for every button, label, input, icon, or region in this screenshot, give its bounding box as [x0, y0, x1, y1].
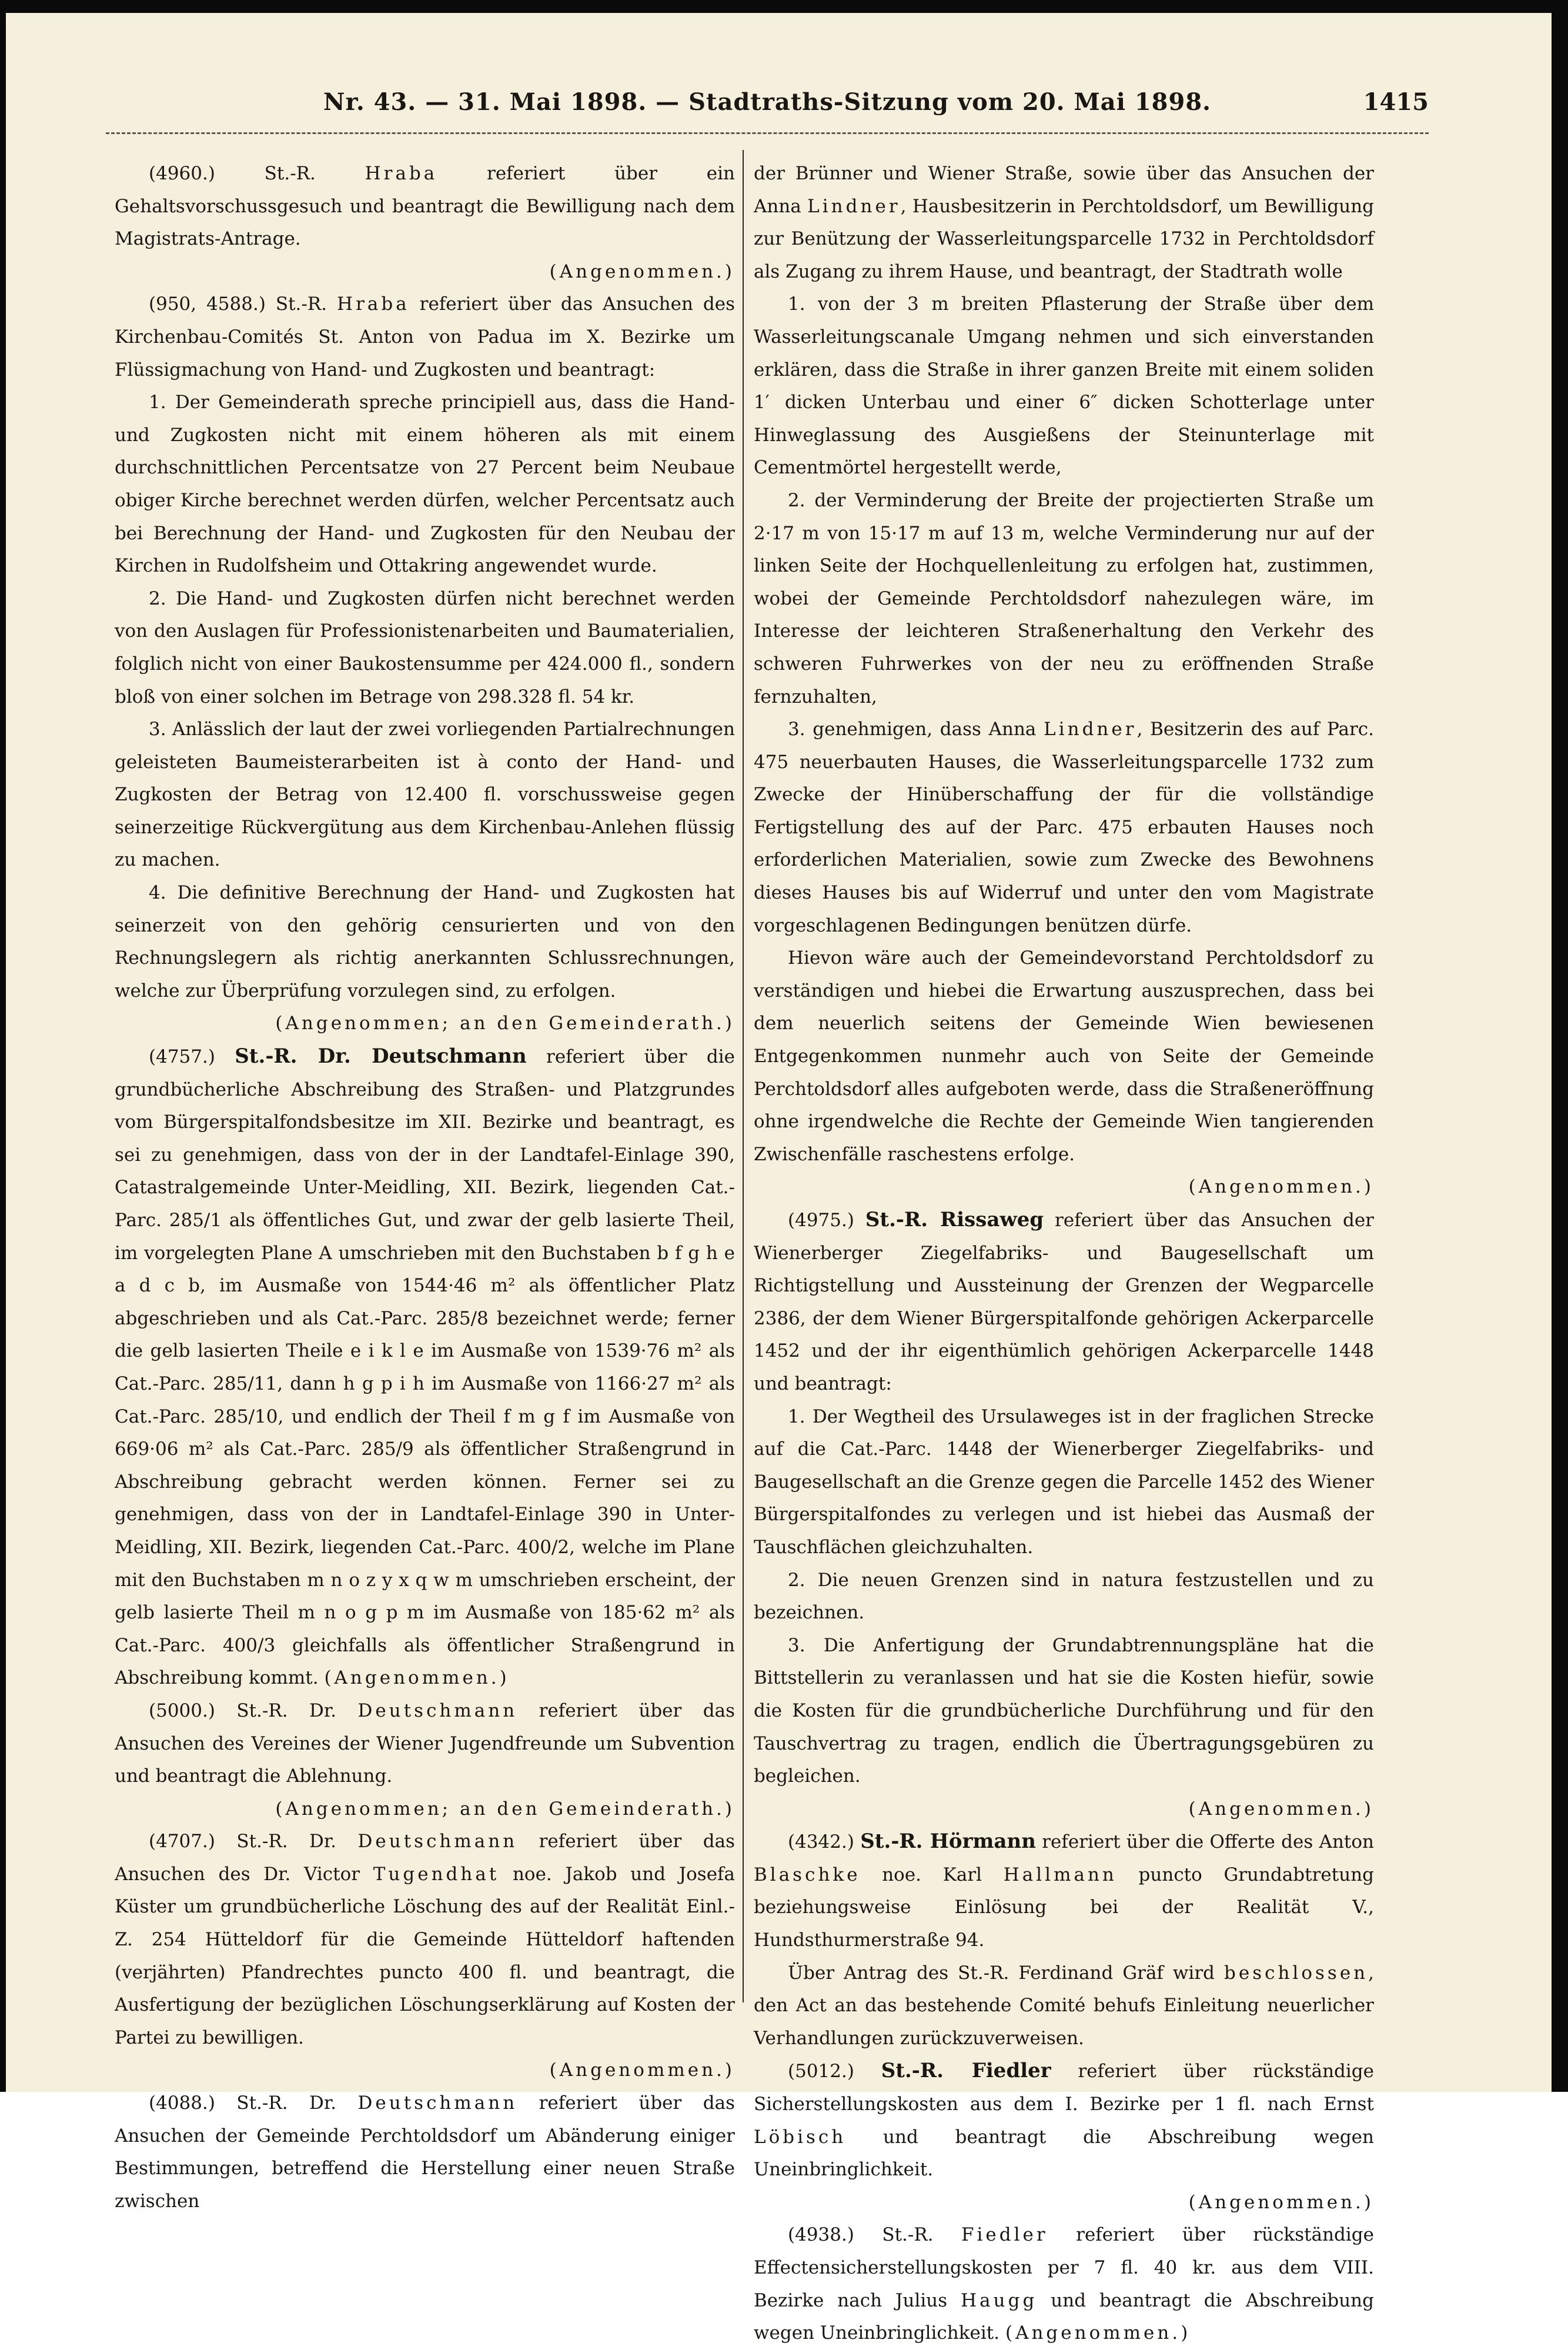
text-run: 3. Die Anfertigung der Grundabtrennungspläne hat die Bittstellerin zu veranlassen und hat sie die Kosten hiefür, sowie die Kosten für die grundbücherliche Durchführung und für den Tauschvertrag zu tragen, endlich die Übertragungsgebüren zu begleichen. [754, 1634, 1374, 1787]
text-run: (4707.) St.-R. Dr. [149, 1831, 358, 1852]
text-run: referiert über rückständige Effectensicherstellungskosten per 7 fl. 40 kr. aus dem VIII. Bezirke nach Julius [754, 2224, 1374, 2311]
text-run: referiert über die Offerte des Anton [1035, 1831, 1374, 1853]
scan-border-left [0, 0, 6, 2092]
text-run: referiert über das Ansuchen der Gemeinde Perchtoldsdorf um Abänderung einiger Bestimmungen, betreffend die Herstellung einer neuen Straße zwischen [115, 2092, 735, 2212]
spaced-name: Tugendhat [373, 1863, 500, 1885]
text-run: Hievon wäre auch der Gemeindevorstand Perchtoldsdorf zu verständigen und hiebei die Erwartung auszusprechen, dass bei dem neuerlich seitens der Gemeinde Wien bewiesenen Entgegenkommen nunmehr auch von Seite der Gemeinde Perchtoldsdorf alles aufgeboten werde, dass die Straßeneröffnung ohne irgendwelche die Rechte der Gemeinde Wien tangierenden Zwischenfälle raschestens erfolge. [754, 947, 1374, 1165]
text-run: referiert über die grundbücherliche Abschreibung des Straßen- und Platzgrundes vom Bürgerspitalfondsbesitze im XII. Bezirke und beantragt, es sei zu genehmigen, dass von der in der Landtafel-Einlage 390, Catastralgemeinde Unter-Meidling, XII. Bezirk, liegenden Cat.-Parc. 285/1 als öffentliches Gut, und zwar der gelb lasierte Theil, im vorgelegten Plane A umschrieben mit den Buchstaben b f g h e a d c b, im Ausmaße von 1544·46 m² als öffentlicher Platz abgeschrieben und als Cat.-Parc. 285/8 bezeichnet werde; ferner die gelb lasierten Theile e i k l e im Ausmaße von 1539·76 m² als Cat.-Parc. 285/11, dann h g p i h im Ausmaße von 1166·27 m² als Cat.-Parc. 285/10, und endlich der Theil f m g f im Ausmaße von 669·06 m² als Cat.-Parc. 285/9 als öffentlicher Straßengrund in Abschreibung gebracht werden können. Ferner sei zu genehmigen, dass von der in Landtafel-Einlage 390 in Unter-Meidling, XII. Bezirk, liegenden Cat.-Parc. 400/2, welche im Plane mit den Buchstaben m n o z y x q w m umschrieben erscheint, der gelb lasierte Theil m n o g p m im Ausmaße von 185·62 m² als Cat.-Parc. 400/3 gleichfalls als öffentlicher Straßengrund in Abschreibung kommt. [115, 1046, 735, 1689]
spaced-name: (Angenommen.) [324, 1667, 510, 1689]
text-run: (4975.) [788, 1210, 865, 1231]
text-run: 2. der Verminderung der Breite der projectierten Straße um 2·17 m von 15·17 m auf 13 m, welche Verminderung nur auf der linken Seite der Hochquellenleitung zu erfolgen hat, zustimmen, wobei der Gemeinde Perchtoldsdorf nahezulegen wäre, im Interesse der leichteren Straßenerhaltung den Verkehr des schweren Fuhrwerkes von der neu zu eröffnenden Straße fernzuhalten, [754, 489, 1374, 707]
paragraph [115, 386, 735, 583]
paragraph [754, 1564, 1374, 1630]
paragraph [115, 158, 735, 256]
paragraph [754, 1957, 1374, 2055]
paragraph [754, 288, 1374, 485]
text-run: (4757.) [149, 1046, 235, 1068]
text-run: noe. Jakob und Josefa Küster um grundbücherliche Löschung des auf der Realität Einl.-Z. 254 Hütteldorf für die Gemeinde Hütteldorf haftenden (verjährten) Pfandrechtes puncto 400 fl. und beantragt, die Ausfertigung der bezüglichen Löschungserklärung auf Kosten der Partei zu bewilligen. [115, 1863, 735, 2048]
text-run: referiert über ein Gehaltsvorschussgesuch und beantragt die Bewilligung nach dem Magistrats-Antrage. [115, 163, 735, 250]
text-run: 2. Die Hand- und Zugkosten dürfen nicht berechnet werden von den Auslagen für Professionistenarbeiten und Baumaterialien, folglich nicht von einer Baukostensumme per 424.000 fl., sondern bloß von einer solchen im Betrage von 298.328 fl. 54 kr. [115, 588, 735, 707]
text-run: referiert über rückständige Sicherstellungskosten aus dem I. Bezirke per 1 fl. nach Ernst [754, 2061, 1374, 2115]
paragraph [754, 1204, 1374, 1401]
text-run: (4938.) St.-R. [788, 2224, 961, 2246]
spaced-name: Hallmann [1003, 1864, 1117, 1885]
resolution-note: (Angenommen.) [549, 2059, 735, 2081]
bold-speaker: St.-R. Rissaweg [865, 1208, 1044, 1231]
paragraph [754, 2055, 1374, 2186]
paragraph [754, 1401, 1374, 1564]
text-run: , Besitzerin des auf Parc. 475 neuerbauten Hauses, die Wasserleitungsparcelle 1732 zum Zwecke der Hinüberschaffung der für die vollständige Fertigstellung des auf der Parc. 475 erbauten Hauses noch erforderlichen Materialien, sowie zum Zwecke des Bewohnens dieses Hauses bis auf Widerruf und unter den vom Magistrate vorgeschlagenen Bedingungen benützen dürfe. [754, 719, 1374, 936]
spaced-name: Hraba [337, 293, 410, 315]
text-run: 3. Anlässlich der laut der zwei vorliegenden Partialrechnungen geleisteten Baumeisterarbeiten ist à conto der Hand- und Zugkosten der Betrag von 12.400 fl. vorschussweise gegen seinerzeitige Rückvergütung aus dem Kirchenbau-Anlehen flüssig zu machen. [115, 719, 735, 871]
spaced-name: Löbisch [754, 2126, 847, 2148]
paragraph [115, 1695, 735, 1793]
paragraph [115, 713, 735, 877]
spaced-name: (Angenommen.) [1005, 2322, 1191, 2344]
header-title: Nr. 43. — 31. Mai 1898. — Stadtraths-Sitzung vom 20. Mai 1898. [323, 88, 1212, 116]
scan-border-right [1552, 0, 1568, 2092]
text-run [999, 2322, 1005, 2344]
text-run: der Brünner und Wiener Straße, sowie über das Ansuchen der Anna [754, 163, 1374, 217]
bold-speaker: St.-R. Dr. Deutschmann [235, 1044, 527, 1069]
page-number: 1415 [1363, 88, 1429, 116]
resolution-note: (Angenommen.) [1188, 1798, 1374, 1820]
spaced-name: Blaschke [754, 1864, 861, 1885]
column-divider [743, 150, 744, 2002]
text-run: (4088.) St.-R. Dr. [149, 2092, 358, 2114]
paragraph [754, 485, 1374, 713]
spaced-name: beschlossen [1224, 1962, 1369, 1984]
paragraph [115, 1040, 735, 1695]
spaced-name: Haugg [961, 2289, 1038, 2311]
resolution-note: (Angenommen; an den Gemeinderath.) [275, 1013, 735, 1034]
text-run: , Hausbesitzerin in Perchtoldsdorf, um Bewilligung zur Benützung der Wasserleitungsparcelle 1732 in Perchtoldsdorf als Zugang zu ihrem Hause, und beantragt, der Stadtrath wolle [754, 195, 1375, 282]
page-header [106, 88, 1429, 123]
text-run: (5012.) [788, 2061, 881, 2082]
text-run: 1. von der 3 m breiten Pflasterung der Straße über dem Wasserleitungscanale Umgang nehmen und sich einverstanden erklären, dass die Straße in ihrer ganzen Breite mit einem soliden 1′ dicken Unterbau und einer 6″ dicken Schotterlage unter Hinweglassung des Ausgießens der Steinunterlage mit Cementmörtel hergestellt werde, [754, 293, 1374, 479]
bold-speaker: St.-R. Hörmann [860, 1830, 1036, 1854]
paragraph [754, 713, 1374, 942]
text-run: (4342.) [788, 1831, 861, 1853]
text-run: 1. Der Wegtheil des Ursulaweges ist in der fraglichen Strecke auf die Cat.-Parc. 1448 der Wienerberger Ziegelfabriks- und Baugesellschaft an die Grenze gegen die Parcelle 1452 des Wiener Bürgerspitalfondes zu verlegen und ist hiebei das Ausmaß der Tauschflächen gleichzuhalten. [754, 1406, 1374, 1558]
paragraph [115, 1825, 735, 2054]
spaced-name: Deutschmann [357, 1831, 518, 1852]
left-column [115, 158, 735, 2218]
text-run: (4960.) St.-R. [149, 163, 365, 184]
text-run: und beantragt die Abschreibung wegen Uneinbringlichkeit. [754, 2289, 1374, 2344]
paragraph [115, 877, 735, 1007]
paragraph [754, 942, 1374, 1171]
scan-border-top [0, 0, 1568, 13]
text-run: 1. Der Gemeinderath spreche principiell aus, dass die Hand- und Zugkosten nicht mit einem höheren als mit einem durchschnittlichen Percentsatze von 27 Percent beim Neubaue obiger Kirche berechnet werden dürfen, welcher Percentsatz auch bei Berechnung der Hand- und Zugkosten für den Neubau der Kirchen in Rudolfsheim und Ottakring angewendet wurde. [115, 392, 735, 577]
text-run: referiert über das Ansuchen des Kirchenbau-Comités St. Anton von Padua im X. Bezirke um Flüssigmachung von Hand- und Zugkosten und beantragt: [115, 293, 735, 380]
text-run: noe. Karl [860, 1864, 1004, 1885]
paragraph [115, 2087, 735, 2218]
text-run: referiert über das Ansuchen des Dr. Victor [115, 1831, 735, 1885]
text-run: (950, 4588.) St.-R. [149, 293, 337, 315]
spaced-name: Lindner [807, 195, 901, 217]
spaced-name: Fiedler [961, 2224, 1048, 2246]
text-run: und beantragt die Abschreibung wegen Uneinbringlichkeit. [754, 2126, 1374, 2181]
text-run: Über Antrag des St.-R. Ferdinand Gräf wird [788, 1962, 1224, 1984]
bold-speaker: St.-R. Fiedler [881, 2059, 1051, 2083]
text-run: 3. genehmigen, dass Anna [788, 719, 1044, 740]
spaced-name: Lindner [1044, 719, 1137, 740]
text-run: 2. Die neuen Grenzen sind in natura festzustellen und zu bezeichnen. [754, 1569, 1374, 1624]
text-run: referiert über das Ansuchen des Vereines der Wiener Jugendfreunde um Subvention und beantragt die Ablehnung. [115, 1700, 735, 1787]
text-run: referiert über das Ansuchen der Wienerberger Ziegelfabriks- und Baugesellschaft um Richtigstellung und Aussteinung der Grenzen der Wegparcelle 2386, der dem Wiener Bürgerspitalfonde gehörigen Ackerparcelle 1452 und der ihr eigenthümlich gehörigen Ackerparcelle 1448 und beantragt: [754, 1210, 1374, 1394]
paragraph [115, 583, 735, 713]
text-run: 4. Die definitive Berechnung der Hand- und Zugkosten hat seinerzeit von den gehörig censurierten und von den Rechnungslegern als richtig anerkannten Schlussrechnungen, welche zur Überprüfung vorzulegen sind, zu erfolgen. [115, 882, 735, 1002]
resolution-note: (Angenommen; an den Gemeinderath.) [275, 1798, 735, 1820]
paragraph [754, 158, 1374, 288]
paragraph [115, 288, 735, 386]
paragraph [754, 1825, 1374, 1957]
resolution-note: (Angenommen.) [1188, 1176, 1374, 1198]
text-run: , den Act an das bestehende Comité behufs Einleitung neuerlicher Verhandlungen zurückzuverweisen. [754, 1962, 1374, 2049]
header-rule [106, 132, 1429, 140]
spaced-name: Deutschmann [357, 2092, 518, 2114]
spaced-name: Deutschmann [357, 1700, 518, 1721]
resolution-note: (Angenommen.) [1188, 2191, 1374, 2213]
spaced-name: Hraba [365, 163, 438, 184]
text-run [319, 1667, 325, 1688]
right-column [754, 158, 1374, 2350]
text-run: puncto Grundabtretung beziehungsweise Einlösung bei der Realität V., Hundsthurmerstraße 94. [754, 1864, 1375, 1951]
paragraph [754, 2219, 1374, 2349]
paragraph [754, 1630, 1374, 1793]
resolution-note: (Angenommen.) [549, 261, 735, 282]
text-run: (5000.) St.-R. Dr. [149, 1700, 358, 1721]
